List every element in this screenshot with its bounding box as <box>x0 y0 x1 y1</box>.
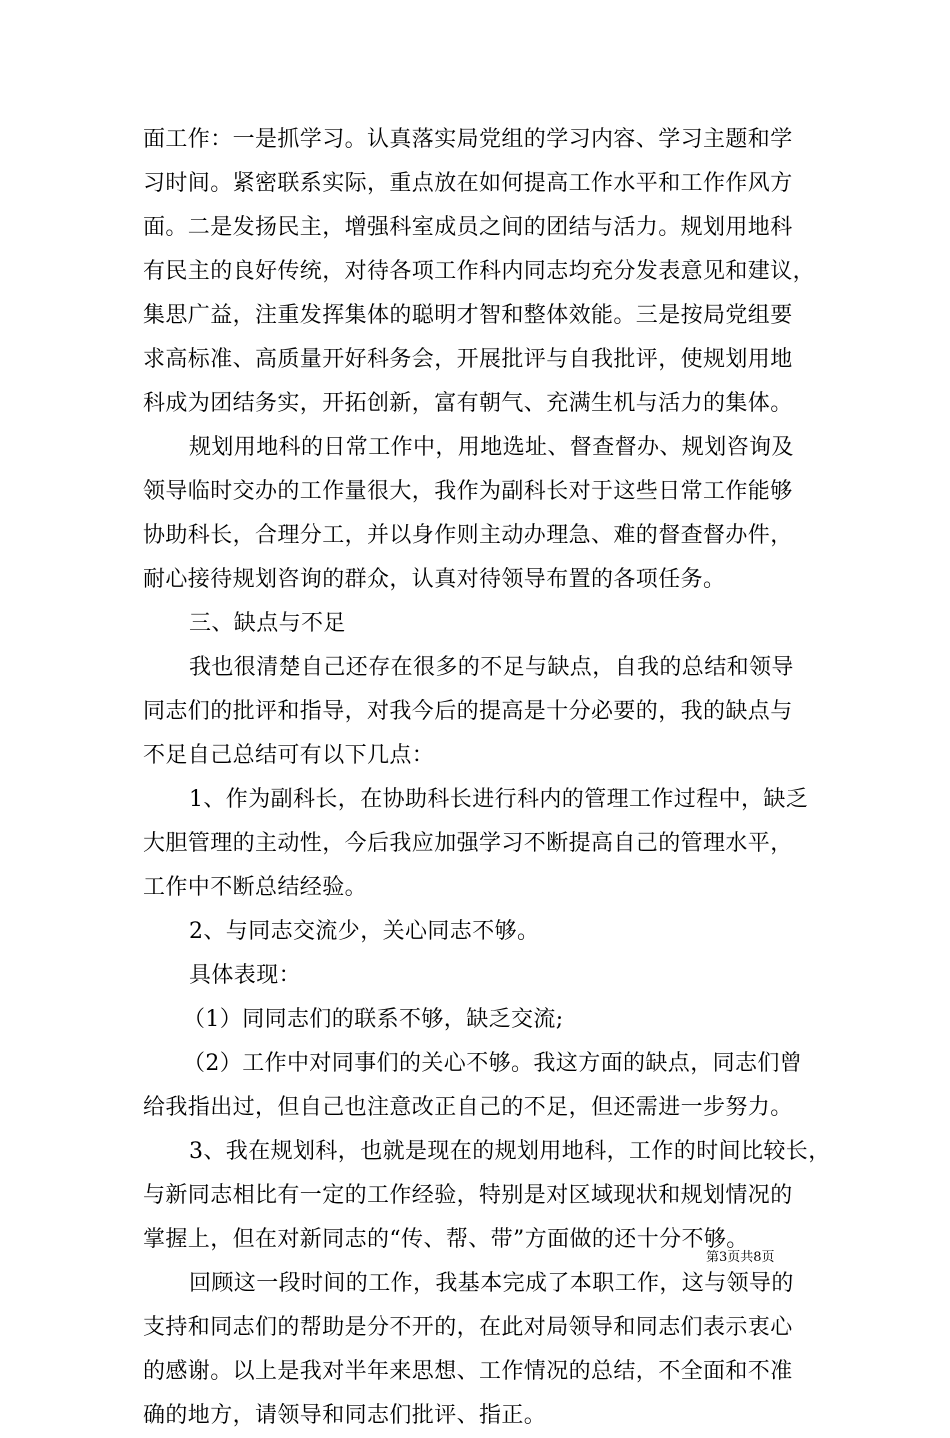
document-body <box>143 118 831 1438</box>
section-heading: 三、缺点与不足 <box>189 611 346 636</box>
text-line: 的感谢。以上是我对半年来思想、工作情况的总结，不全面和不准 <box>143 1359 793 1384</box>
text-line: 科成为团结务实，开拓创新，富有朝气、充满生机与活力的集体。 <box>143 391 793 416</box>
text-line: 集思广益，注重发挥集体的聪明才智和整体效能。三是按局党组要 <box>143 303 793 328</box>
text-line: 确的地方，请领导和同志们批评、指正。 <box>143 1403 547 1428</box>
text-line: 工作中不断总结经验。 <box>143 875 368 900</box>
paragraph-start: 我也很清楚自己还存在很多的不足与缺点，自我的总结和领导 <box>189 655 794 680</box>
text-line: 耐心接待规划咨询的群众，认真对待领导布置的各项任务。 <box>143 567 726 592</box>
paragraph-start: 回顾这一段时间的工作，我基本完成了本职工作，这与领导的 <box>189 1271 794 1296</box>
text-line: 习时间。紧密联系实际，重点放在如何提高工作水平和工作作风方 <box>143 171 793 196</box>
text-line: 给我指出过，但自己也注意改正自己的不足，但还需进一步努力。 <box>143 1095 793 1120</box>
text-line: 支持和同志们的帮助是分不开的，在此对局领导和同志们表示衷心 <box>143 1315 793 1340</box>
text-line: 同志们的批评和指导，对我今后的提高是十分必要的，我的缺点与 <box>143 699 793 724</box>
text-line: 领导临时交办的工作量很大，我作为副科长对于这些日常工作能够 <box>143 479 793 504</box>
sub-list-item: （1）同同志们的联系不够，缺乏交流; <box>183 1007 564 1032</box>
page-number: 第3页共8页 <box>706 1250 775 1265</box>
text-line: 与新同志相比有一定的工作经验，特别是对区域现状和规划情况的 <box>143 1183 793 1208</box>
text-line: 掌握上，但在对新同志的“传、帮、带”方面做的还十分不够。 <box>143 1227 749 1252</box>
text-line: 有民主的良好传统，对待各项工作科内同志均充分发表意见和建议， <box>143 259 816 284</box>
text-line: 面工作：一是抓学习。认真落实局党组的学习内容、学习主题和学 <box>143 127 793 152</box>
list-item: 3、我在规划科，也就是现在的规划用地科，工作的时间比较长， <box>189 1139 831 1164</box>
paragraph-start: 规划用地科的日常工作中，用地选址、督查督办、规划咨询及 <box>189 435 794 460</box>
list-item: 1、作为副科长，在协助科长进行科内的管理工作过程中，缺乏 <box>189 787 809 812</box>
list-item: 2、与同志交流少，关心同志不够。 <box>189 919 540 944</box>
text-line: 大胆管理的主动性，今后我应加强学习不断提高自己的管理水平， <box>143 831 793 856</box>
text-line: 求高标准、高质量开好科务会，开展批评与自我批评，使规划用地 <box>143 347 793 372</box>
text-line: 不足自己总结可有以下几点： <box>143 743 435 768</box>
text-line: 具体表现： <box>189 963 302 988</box>
sub-list-item: （2）工作中对同事们的关心不够。我这方面的缺点，同志们曾 <box>183 1051 803 1076</box>
text-line: 协助科长，合理分工，并以身作则主动办理急、难的督查督办件， <box>143 523 793 548</box>
text-line: 面。二是发扬民主，增强科室成员之间的团结与活力。规划用地科 <box>143 215 793 240</box>
